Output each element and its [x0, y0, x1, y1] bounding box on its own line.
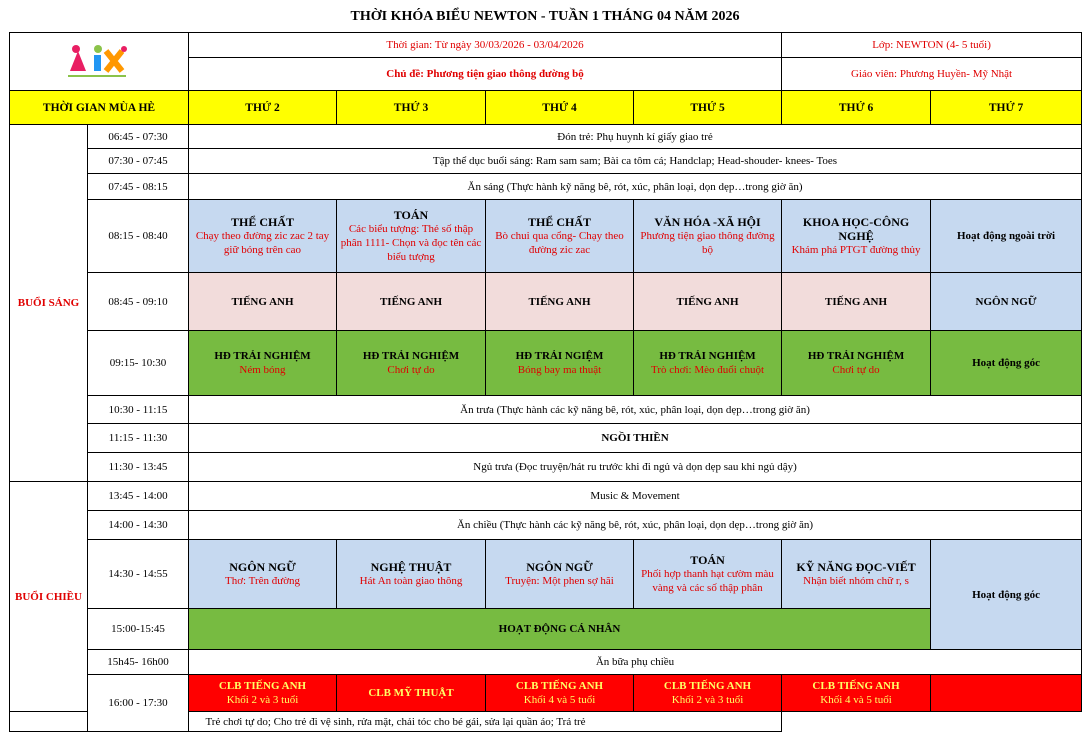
lesson-cell: TIẾNG ANH	[634, 273, 782, 331]
lesson-subject: THỂ CHẤT	[527, 215, 591, 229]
class-name: Lớp: NEWTON (4- 5 tuổi)	[782, 33, 1082, 58]
lesson-detail: Ném bóng	[239, 364, 286, 376]
timetable	[9, 32, 1082, 732]
theme: Chủ đề: Phương tiện giao thông đường bộ	[189, 58, 782, 91]
club-title: CLB TIẾNG ANH	[218, 680, 307, 692]
time-slot: 10:30 - 11:15	[88, 396, 189, 424]
lesson-cell: TIẾNG ANH	[337, 273, 486, 331]
time-slot: 07:30 - 07:45	[88, 149, 189, 174]
lesson-subject: HĐ TRẢI NGIỆM	[515, 350, 604, 362]
lesson-subject: HĐ TRẢI NGHIỆM	[807, 350, 905, 362]
activity-row: Ăn bữa phụ chiều	[189, 650, 1082, 675]
activity-row: NGỒI THIỀN	[189, 424, 1082, 453]
club-cell	[486, 675, 634, 712]
club-cell	[337, 675, 486, 712]
lesson-cell	[634, 331, 782, 396]
time-slot: 11:30 - 13:45	[88, 453, 189, 482]
lesson-subject: THỂ CHẤT	[230, 215, 294, 229]
lesson-cell	[189, 540, 337, 609]
lesson-detail: Chơi tự do	[387, 364, 435, 376]
club-cell	[931, 675, 1082, 712]
time-slot: 13:45 - 14:00	[88, 482, 189, 511]
lesson-subject: TOÁN	[393, 208, 429, 222]
activity-row: Ăn sáng (Thực hành kỹ năng bê, rót, xúc, phân loại, dọn dẹp…trong giờ ăn)	[189, 174, 1082, 200]
activity-row: Ngủ trưa (Đọc truyện/hát ru trước khi đi ngủ và dọn dẹp sau khi ngủ dậy)	[189, 453, 1082, 482]
session-morning: BUỔI SÁNG	[10, 125, 88, 482]
header-time: THỜI GIAN MÙA HÈ	[10, 91, 189, 125]
time-slot: 09:15- 10:30	[88, 331, 189, 396]
lesson-cell	[782, 540, 931, 609]
lesson-detail: Nhận biết nhóm chữ r, s	[803, 575, 909, 587]
lesson-cell	[337, 331, 486, 396]
time-range: Thời gian: Từ ngày 30/03/2026 - 03/04/2026	[189, 33, 782, 58]
club-title: CLB TIẾNG ANH	[663, 680, 752, 692]
lesson-cell	[634, 200, 782, 273]
lesson-detail: Thơ: Trên đường	[224, 575, 301, 587]
lesson-subject: TOÁN	[690, 553, 725, 567]
lesson-cell: TIẾNG ANH	[189, 273, 337, 331]
activity-row: HOẠT ĐỘNG CÁ NHÂN	[189, 609, 931, 650]
header-day: THỨ 5	[634, 91, 782, 125]
logo-icon	[64, 41, 134, 83]
time-slot: 15h45- 16h00	[88, 650, 189, 675]
lesson-subject: NGÔN NGỮ	[526, 560, 593, 574]
time-slot: 14:00 - 14:30	[88, 511, 189, 540]
activity-row: Tập thể dục buổi sáng: Ram sam sam; Bài ca tôm cá; Handclap; Head-shouder- knees- Toes	[189, 149, 1082, 174]
time-slot: 14:30 - 14:55	[88, 540, 189, 609]
time-slot: 11:15 - 11:30	[88, 424, 189, 453]
time-slot: 08:45 - 09:10	[88, 273, 189, 331]
lesson-detail: Khám phá PTGT đường thủy	[791, 244, 921, 256]
lesson-subject: Hoạt động ngoài trời	[956, 230, 1056, 242]
lesson-cell	[931, 200, 1082, 273]
lesson-cell	[486, 540, 634, 609]
lesson-subject: NGÔN NGỮ	[229, 560, 296, 574]
page-title: THỜI KHÓA BIỂU NEWTON - TUẦN 1 THÁNG 04 NĂM 2026	[350, 9, 740, 24]
header-day: THỨ 2	[189, 91, 337, 125]
lesson-detail: Bóng bay ma thuật	[517, 364, 602, 376]
time-slot: 08:15 - 08:40	[88, 200, 189, 273]
header-day: THỨ 7	[931, 91, 1082, 125]
lesson-subject: HĐ TRẢI NGHIỆM	[659, 350, 756, 362]
lesson-detail: Phối hợp thanh hạt cườm màu vàng và các số thập phân	[641, 568, 774, 594]
lesson-subject: NGHỆ THUẬT	[370, 560, 452, 574]
lesson-cell	[189, 331, 337, 396]
lesson-cell	[189, 200, 337, 273]
activity-row: Trẻ chơi tự do; Cho trẻ đi vệ sinh, rửa mặt, chải tóc cho bé gái, sửa lại quần áo; Trả trẻ	[10, 712, 782, 732]
lesson-cell: NGÔN NGỮ	[931, 273, 1082, 331]
lesson-cell	[634, 540, 782, 609]
lesson-cell	[782, 331, 931, 396]
club-detail: Khối 2 và 3 tuổi	[671, 694, 744, 706]
lesson-detail: Chạy theo đường zic zac 2 tay giữ bóng trên cao	[195, 230, 330, 256]
lesson-cell: TIẾNG ANH	[782, 273, 931, 331]
club-cell	[189, 675, 337, 712]
lesson-subject: HĐ TRẢI NGHIỆM	[214, 350, 311, 362]
lesson-cell	[337, 200, 486, 273]
lesson-cell	[486, 331, 634, 396]
club-detail: Khối 4 và 5 tuổi	[523, 694, 596, 706]
club-detail: Khối 2 và 3 tuổi	[226, 694, 299, 706]
logo-cell	[10, 33, 189, 91]
club-title: CLB MỸ THUẬT	[368, 687, 454, 699]
teacher: Giáo viên: Phương Huyền- Mỹ Nhật	[782, 58, 1082, 91]
lesson-detail: Bò chui qua cổng- Chạy theo đường zic zac	[495, 230, 624, 256]
lesson-subject: KỸ NĂNG ĐỌC-VIẾT	[796, 560, 916, 574]
lesson-cell	[782, 200, 931, 273]
lesson-cell	[486, 200, 634, 273]
activity-row: Ăn trưa (Thực hành các kỹ năng bê, rót, xúc, phân loại, dọn dẹp…trong giờ ăn)	[189, 396, 1082, 424]
lesson-subject: Hoạt động góc	[972, 357, 1040, 369]
lesson-detail: Truyện: Một phen sợ hãi	[505, 575, 614, 587]
lesson-detail: Hát An toàn giao thông	[359, 575, 463, 587]
lesson-detail: Phương tiện giao thông đường bộ	[640, 230, 775, 256]
club-cell	[634, 675, 782, 712]
session-afternoon: BUỔI CHIỀU	[10, 482, 88, 712]
lesson-subject: VĂN HÓA -XÃ HỘI	[654, 215, 761, 229]
lesson-cell: TIẾNG ANH	[486, 273, 634, 331]
lesson-cell: Hoạt động góc	[931, 540, 1082, 650]
time-slot: 16:00 - 17:30	[88, 675, 189, 732]
lesson-detail: Các biểu tượng: Thẻ số thập phân 1111- Chọn và đọc tên các biểu tượng	[340, 223, 482, 263]
header-day: THỨ 4	[486, 91, 634, 125]
time-slot: 15:00-15:45	[88, 609, 189, 650]
activity-row: Ăn chiều (Thực hành các kỹ năng bê, rót, xúc, phân loại, dọn dẹp…trong giờ ăn)	[189, 511, 1082, 540]
activity-row: Music & Movement	[189, 482, 1082, 511]
lesson-subject: KHOA HỌC-CÔNG NGHỆ	[802, 215, 910, 243]
lesson-subject: HĐ TRẢI NGHIỆM	[362, 350, 460, 362]
lesson-detail: Trò chơi: Mèo đuổi chuột	[651, 364, 764, 376]
lesson-cell	[337, 540, 486, 609]
club-title: CLB TIẾNG ANH	[515, 680, 604, 692]
activity-row: Đón trẻ: Phụ huynh kí giấy giao trẻ	[189, 125, 1082, 149]
lesson-detail: Chơi tự do	[832, 364, 880, 376]
time-slot: 07:45 - 08:15	[88, 174, 189, 200]
club-cell	[782, 675, 931, 712]
header-day: THỨ 6	[782, 91, 931, 125]
club-detail: Khối 4 và 5 tuổi	[820, 694, 892, 706]
lesson-cell	[931, 331, 1082, 396]
time-slot: 06:45 - 07:30	[88, 125, 189, 149]
header-day: THỨ 3	[337, 91, 486, 125]
club-title: CLB TIẾNG ANH	[812, 680, 900, 692]
